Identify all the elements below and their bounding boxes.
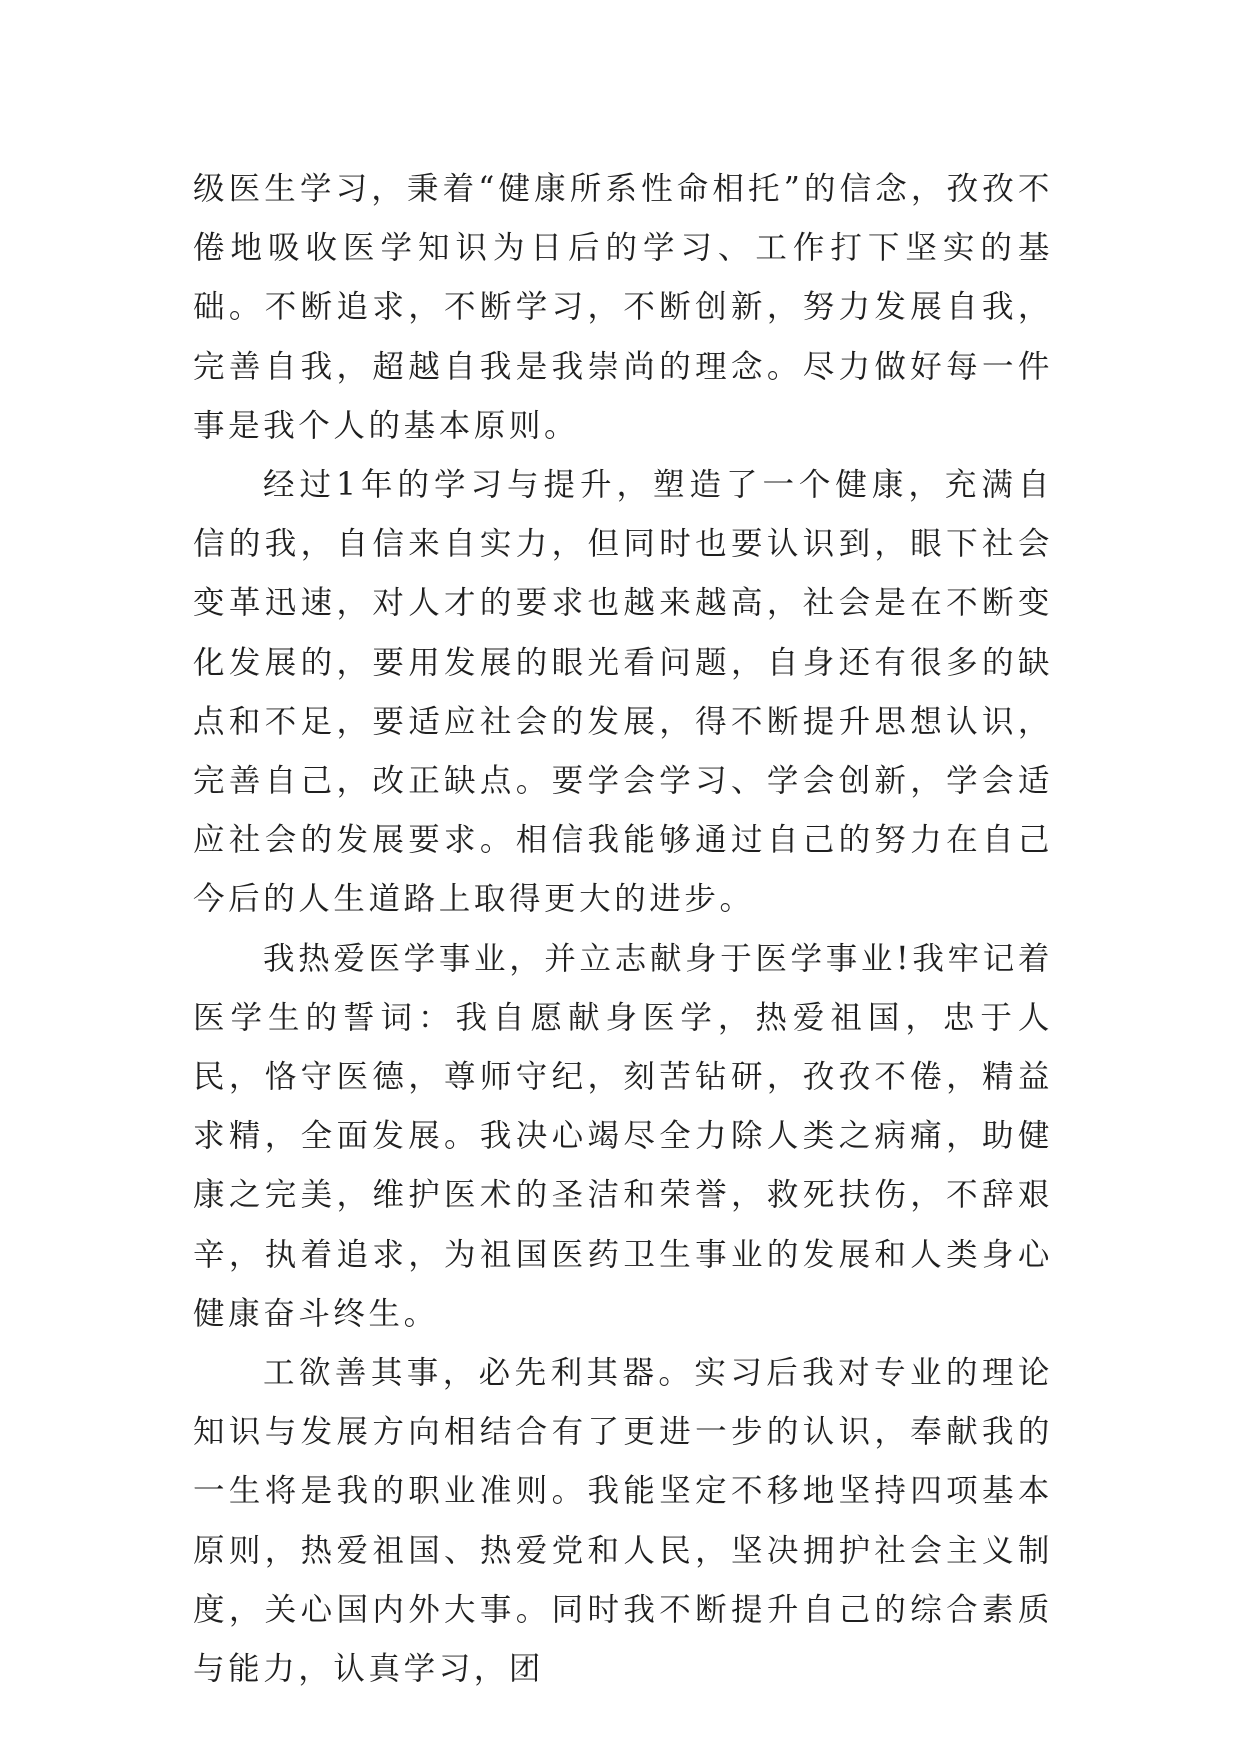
paragraph-3: 我热爱医学事业，并立志献身于医学事业!我牢记着医学生的誓词：我自愿献身医学，热爱祖国，忠于人民，恪守医德，尊师守纪，刻苦钻研，孜孜不倦，精益求精，全面发展。我决心竭尽全力除人类之病痛，助健康之完美，维护医术的圣洁和荣誉，救死扶伤，不辞艰辛，执着追求，为祖国医药卫生事业的发展和人类身心健康奋斗终生。 — [193, 940, 1053, 1332]
document-body — [193, 160, 1053, 1699]
paragraph-2: 经过1年的学习与提升，塑造了一个健康，充满自信的我，自信来自实力，但同时也要认识到，眼下社会变革迅速，对人才的要求也越来越高，社会是在不断变化发展的，要用发展的眼光看问题，自身还有很多的缺点和不足，要适应社会的发展，得不断提升思想认识，完善自己，改正缺点。要学会学习、学会创新，学会适应社会的发展要求。相信我能够通过自己的努力在自己今后的人生道路上取得更大的进步。 — [193, 467, 1053, 918]
paragraph-4: 工欲善其事，必先利其器。实习后我对专业的理论知识与发展方向相结合有了更进一步的认识，奉献我的一生将是我的职业准则。我能坚定不移地坚持四项基本原则，热爱祖国、热爱党和人民，坚决拥护社会主义制度，关心国内外大事。同时我不断提升自己的综合素质与能力，认真学习，团 — [193, 1355, 1053, 1688]
paragraph-1: 级医生学习，秉着“健康所系性命相托”的信念，孜孜不倦地吸收医学知识为日后的学习、工作打下坚实的基础。不断追求，不断学习，不断创新，努力发展自我，完善自我，超越自我是我崇尚的理念。尽力做好每一件事是我个人的基本原则。 — [193, 171, 1053, 444]
